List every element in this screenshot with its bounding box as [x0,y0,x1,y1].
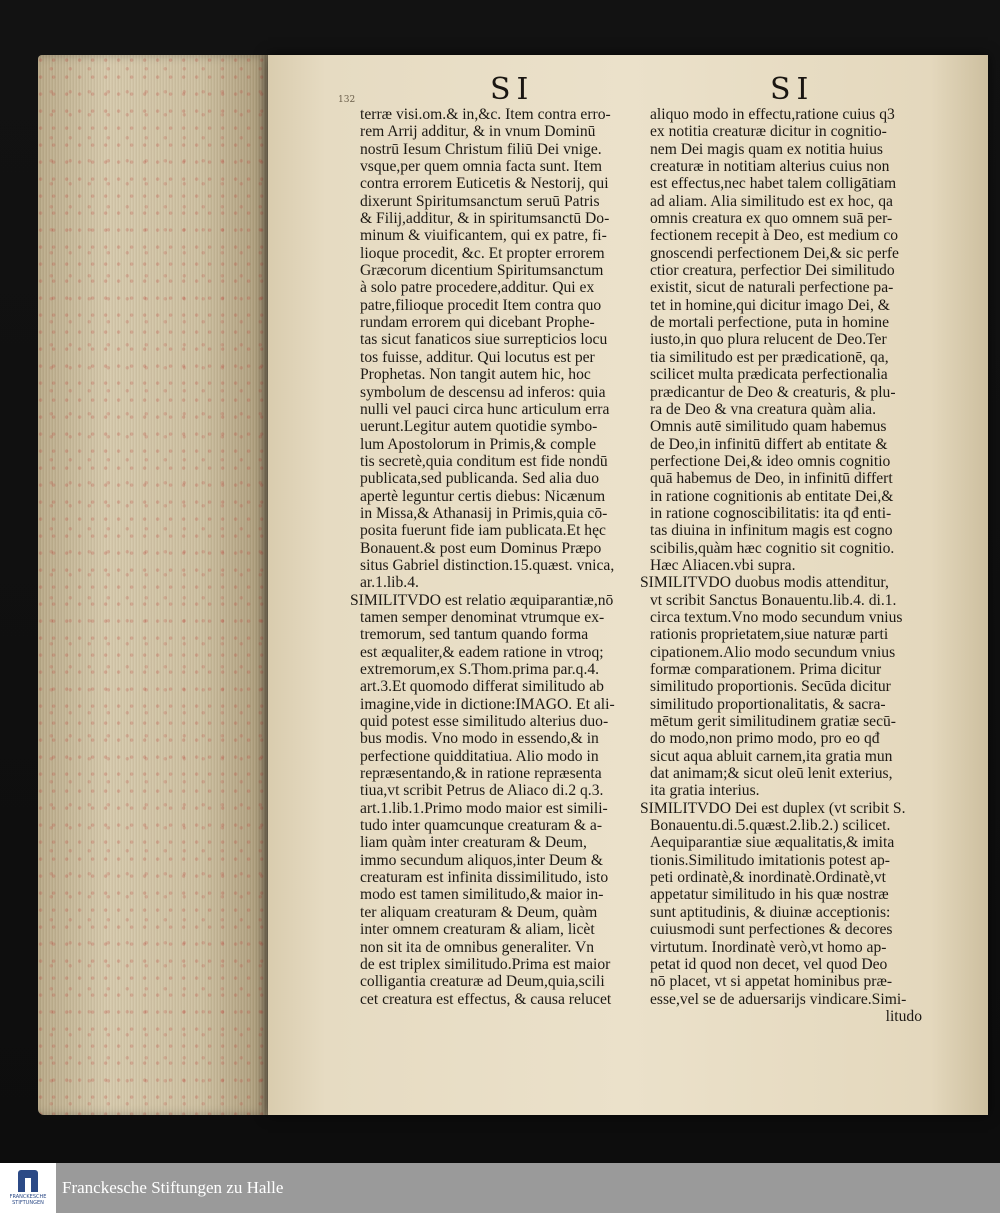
text-line: liam quàm inter creaturam & Deum, [360,834,587,852]
text-line: minum & viuificantem, qui ex patre, fi- [360,227,607,245]
text-line: dat animam;& sicut oleū lenit exterius, [650,765,893,783]
text-line: SIMILITVDO duobus modis attenditur, [640,574,889,592]
text-line: litudo [885,1007,922,1025]
text-line: symbolum de descensu ad inferos: quia [360,383,606,401]
text-line: fectionem recepit à Deo, est medium co [650,227,899,245]
text-line: Omnis autē similitudo quam habemus [650,418,887,436]
text-line: cuiusmodi sunt perfectiones & decores [650,921,893,939]
text-line: tas sicut fanaticos siue surrepticios locu [360,331,608,349]
institution-name: Franckesche Stiftungen zu Halle [62,1178,284,1197]
text-line: rundam errorem qui dicebant Prophe- [360,314,595,332]
text-line: tionis.Similitudo imitationis potest ap- [650,851,890,869]
text-line: ra de Deo & vna creatura quàm alia. [650,400,876,418]
text-line: existit, sicut de naturali perfectione pa- [650,279,894,297]
text-line: tet in homine,qui dicitur imago Dei, & [650,296,890,314]
book-page-edges [38,55,270,1115]
text-line: ita gratia interius. [650,782,760,800]
text-line: iusto,in quo plura relucent de Deo.Ter [650,331,887,349]
text-line: tis secretè,quia conditum est fide nondū [360,452,608,470]
text-line: rem Arrij additur, & in vnum Dominū [360,123,596,141]
text-line: bus modis. Vno modo in essendo,& in [360,730,599,748]
text-line: uerunt.Legitur autem quotidie symbo- [360,418,598,436]
text-line: posita fuerunt fide iam publicata.Et hęc [360,522,606,540]
text-line: Bonauent.& post eum Dominus Præpo [360,539,602,557]
text-line: SIMILITVDO est relatio æquiparantiæ,nō [350,591,614,609]
logo-icon [18,1170,38,1192]
text-line: sicut aqua abluit carnem,ita gratia mun [650,747,893,765]
text-line: tas diuina in infinitum magis est cogno [650,522,893,540]
text-line: immo secundum aliquos,inter Deum & [360,851,603,869]
text-line: situs Gabriel distinction.15.quæst. vnica, [360,556,615,574]
text-line: nulli vel pauci circa hunc articulum erra [360,400,610,418]
text-line: Bonauentu.di.5.quæst.2.lib.2.) scilicet. [650,817,891,835]
text-column-right [640,106,942,1025]
text-line: dixerunt Spiritumsanctum seruū Patris [360,192,600,210]
text-line: scilicet multa prædicata perfectionalia [650,366,888,384]
text-line: tos fuisse, additur. Qui locutus est per [360,348,595,366]
text-line: rationis proprietatem,siue naturæ parti [650,626,889,644]
text-line: colligantia creaturæ ad Deum,quia,scili [360,973,605,991]
text-line: extremorum,ex S.Thom.prima par.q.4. [360,661,600,678]
text-line: repræsentando,& in ratione repræsenta [360,765,602,783]
text-line: circa textum.Vno modo secundum vnius [650,608,903,626]
text-line: esse,vel se de aduersarijs vindicare.Simi- [650,990,907,1008]
text-line: similitudo proportionis. Secūda dicitur [650,678,891,696]
text-line: SIMILITVDO Dei est duplex (vt scribit S. [640,799,906,817]
text-line: ex notitia creaturæ dicitur in cognitio- [650,123,887,141]
text-line: quid potest esse similitudo alterius duo- [360,713,609,731]
text-line: Prophetas. Non tangit autem hic, hoc [360,366,591,384]
text-line: creaturæ in notitiam alterius cuius non [650,158,890,176]
page-number: 132 [338,95,356,105]
text-line: lum Apostolorum in Primis,& comple [360,435,597,453]
text-line: publicata,sed publicanda. Sed alia duo [360,470,600,488]
text-line: cipationem.Alio modo secundum vnius [650,643,896,661]
text-line: ter aliquam creaturam & Deum, quàm [360,903,598,921]
text-line: terræ visi.om.& in,&c. Item contra erro- [360,106,611,123]
text-line: apertè leguntur certis diebus: Nicænum [360,487,606,505]
text-line: Aequiparantiæ siue æqualitatis,& imita [650,834,895,852]
text-line: de mortali perfectione, puta in homine [650,314,890,332]
text-line: contra errorem Euticetis & Nestorij, qui [360,175,609,193]
text-line: Græcorum dicentium Spiritumsanctum [360,262,604,280]
text-line: art.3.Et quomodo differat similitudo ab [360,678,604,696]
text-line: peti ordinatè,& inordinatè.Ordinatè,vt [650,869,887,887]
text-line: à solo patre procedere,additur. Qui ex [360,279,595,297]
text-line: in ratione cognitionis ab entitate Dei,& [650,487,894,505]
text-line: scibilis,quàm hæc cognitio sit cognitio. [650,539,895,557]
text-line: creaturam est infinita dissimilitudo, isto [360,869,609,887]
text-line: nem Dei magis quam ex notitia huius [650,140,884,158]
text-line: de Deo,in infinitū differt ab entitate & [650,435,888,453]
text-line: Hæc Aliacen.vbi supra. [650,556,796,574]
text-line: gnoscendi perfectionem Dei,& sic perfe [650,244,899,262]
text-line: non sit ita de omnibus generaliter. Vn [360,938,595,956]
text-line: omnis creatura ex quo omnem suā per- [650,210,893,228]
text-line: nostrū Iesum Christum filiū Dei vnige. [360,140,602,158]
text-line: tremorum, sed tantum quando forma [360,626,589,644]
text-line: in ratione cognoscibilitatis: ita qđ enti- [650,504,892,522]
footer-bar [0,1163,1000,1213]
text-line: aliquo modo in effectu,ratione cuius q3 [650,106,895,123]
text-line: tudo inter quamcunque creaturam & a- [360,817,603,835]
text-column-left [350,106,660,1008]
text-line: prædicantur de Deo & creaturis, & plu- [650,383,896,401]
text-line: & Filij,additur, & in spiritumsanctū Do- [360,210,610,228]
text-line: cet creatura est effectus, & causa relucet [360,990,612,1008]
text-line: perfectione Dei,& ideo omnis cognitio [650,452,891,470]
text-line: tia similitudo est per prædicationē, qa, [650,348,889,366]
text-line: quā habemus de Deo, in infinitū differt [650,470,893,488]
running-head-left: SI [490,72,535,107]
text-line: ctior creatura, perfectior Dei similitudo [650,262,895,280]
text-line: vsque,per quem omnia facta sunt. Item [360,158,603,176]
text-line: appetatur similitudo in his quæ nostræ [650,886,889,904]
text-line: modo est tamen similitudo,& maior in- [360,886,604,904]
text-line: sunt aptitudinis, & diuinæ acceptionis: [650,903,891,921]
text-line: mētum gerit similitudinem gratiæ secū- [650,713,896,731]
text-line: perfectione quidditatiua. Alio modo in [360,747,599,765]
logo-text [10,1194,47,1206]
institution-logo[interactable] [0,1163,56,1213]
text-line: de est triplex similitudo.Prima est maior [360,955,611,973]
text-line: est æqualiter,& eadem ratione in vtroq; [360,643,604,661]
logo-text-line-2: STIFTUNGEN [12,1200,44,1206]
text-line: virtutum. Inordinatè verò,vt homo ap- [650,938,887,956]
text-line: est effectus,nec habet talem colligātiam [650,175,897,193]
text-line: patre,filioque procedit Item contra quo [360,296,602,314]
text-line: lioque procedit, &c. Et propter errorem [360,244,605,262]
text-line: art.1.lib.1.Primo modo maior est simili- [360,799,608,817]
text-line: do modo,non primo modo, pro eo qđ [650,730,880,748]
text-line: vt scribit Sanctus Bonauentu.lib.4. di.1. [650,591,897,609]
text-line: nō placet, vt si appetat hominibus præ- [650,973,893,991]
text-line: formæ comparationem. Prima dicitur [650,661,882,678]
logo-text-line-1: FRANCKESCHE [9,1194,47,1200]
text-line: tiua,vt scribit Petrus de Aliaco di.2 q.3. [360,782,604,800]
text-line: tamen semper denominat vtrumque ex- [360,608,605,626]
running-head-right: SI [770,72,815,107]
text-line: ar.1.lib.4. [360,574,419,592]
text-line: imagine,vide in dictione:IMAGO. Et ali- [360,695,615,713]
text-line: similitudo proportionalitatis, & sacra- [650,695,886,713]
text-line: inter omnem creaturam & aliam, licèt [360,921,595,939]
text-line: in Missa,& Athanasij in Primis,quia cō- [360,504,608,522]
text-line: petat id quod non decet, vel quod Deo [650,955,888,973]
text-line: ad aliam. Alia similitudo est ex hoc, qa [650,192,893,210]
